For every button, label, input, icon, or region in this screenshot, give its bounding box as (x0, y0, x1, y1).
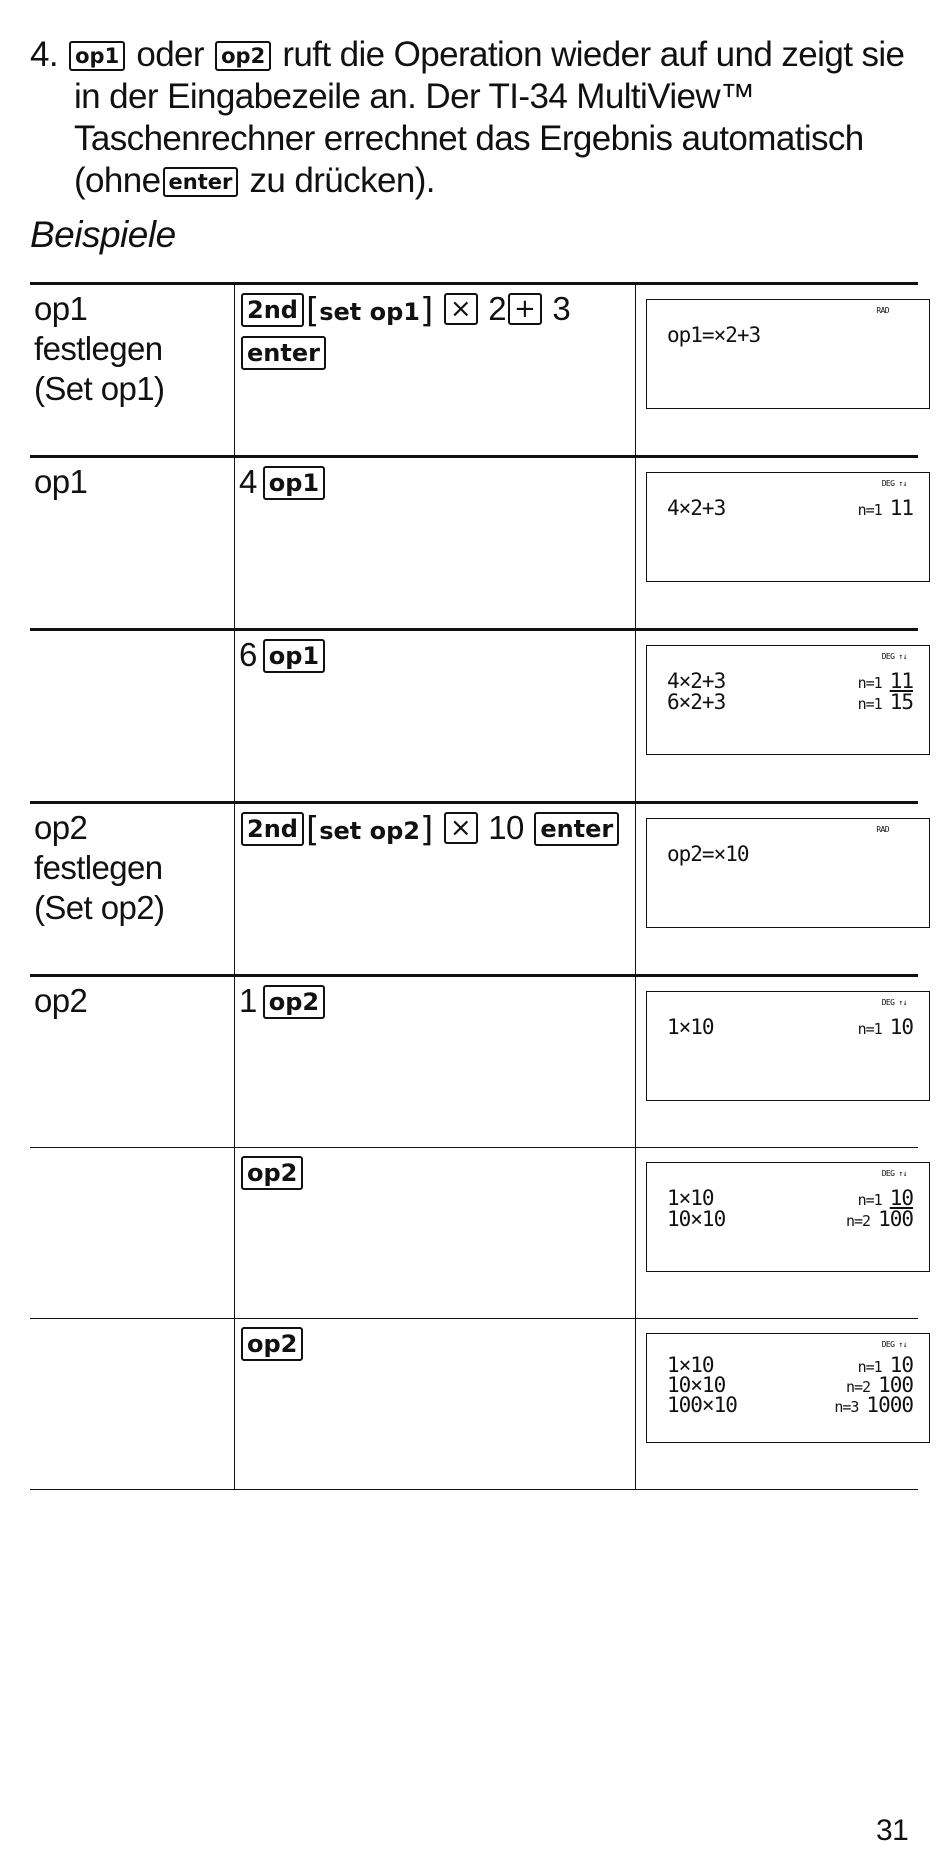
table-row (30, 284, 918, 457)
key-2nd: 2nd (241, 293, 304, 327)
calculator-screen (646, 1333, 930, 1443)
number-entry: 4 (239, 463, 257, 500)
calculator-screen (646, 299, 930, 409)
table-row (30, 976, 918, 1148)
op1-key: op1 (263, 639, 325, 673)
screen-line (667, 843, 913, 865)
calculator-screen (646, 991, 930, 1101)
intro-line-4-pre: (ohne (74, 161, 161, 200)
op2-key: op2 (241, 1156, 303, 1190)
keystroke-cell (235, 457, 636, 630)
calculator-screen (646, 645, 930, 755)
screen-line (667, 691, 913, 713)
plus-key: + (508, 293, 542, 325)
row-label-cell (30, 284, 235, 457)
screen-expression: 100×10 (667, 1393, 737, 1417)
key-2nd: 2nd (241, 812, 304, 846)
intro-line-1 (30, 34, 930, 76)
row-label-line: op1 (34, 290, 88, 327)
list-number: 4. (30, 35, 58, 74)
mode-indicator: DEG ↑↓ (881, 1169, 907, 1178)
row-label-line: op1 (34, 463, 88, 500)
enter-key: enter (241, 336, 326, 370)
table-row (30, 457, 918, 630)
op1-key: op1 (69, 41, 125, 71)
row-label-cell (30, 976, 235, 1148)
screen-result-value: 10 (889, 1015, 913, 1039)
screen-result-value: 100 (878, 1207, 913, 1231)
keystroke-cell (235, 976, 636, 1148)
screen-cell (636, 976, 919, 1148)
calculator-screen (646, 1162, 930, 1272)
screen-result-value: 10 (889, 1186, 913, 1210)
screen-line (667, 670, 913, 692)
screen-n-counter: n=1 (857, 1358, 882, 1376)
screen-cell (636, 284, 919, 457)
screen-line (667, 497, 913, 519)
keystroke-cell (235, 1148, 636, 1319)
row-label-cell (30, 457, 235, 630)
set-op-key: [set op2] (305, 810, 434, 850)
screen-n-counter: n=1 (857, 1020, 882, 1038)
screen-n-counter: n=3 (834, 1398, 859, 1416)
screen-line (667, 1016, 913, 1038)
mode-indicator: DEG ↑↓ (881, 479, 907, 488)
screen-cell (636, 1319, 919, 1490)
screen-result (846, 1208, 913, 1230)
screen-expression: 1×10 (667, 1353, 714, 1377)
table-row (30, 803, 918, 976)
mode-indicator: DEG ↑↓ (881, 652, 907, 661)
row-label-line: festlegen (34, 330, 163, 367)
page-number: 31 (876, 1814, 909, 1847)
mode-indicator: RAD (876, 306, 889, 315)
row-label-cell (30, 630, 235, 803)
enter-key: enter (163, 167, 239, 197)
screen-n-counter: n=2 (845, 1378, 871, 1396)
screen-cell (636, 630, 919, 803)
number-entry: 2 (488, 290, 506, 327)
screen-result (858, 497, 913, 519)
mode-indicator: DEG ↑↓ (881, 1340, 907, 1349)
intro-line-4 (30, 160, 930, 202)
row-label-cell (30, 1148, 235, 1319)
screen-result (858, 691, 913, 713)
screen-cell (636, 457, 919, 630)
screen-n-counter: n=1 (857, 501, 882, 519)
keystroke-cell (235, 1319, 636, 1490)
op2-key: op2 (263, 985, 325, 1019)
examples-table (30, 282, 918, 1490)
screen-result-value: 10 (889, 1353, 913, 1377)
multiply-key: × (444, 293, 478, 325)
intro-line-3: Taschenrechner errechnet das Ergebnis automatisch (74, 119, 864, 158)
mode-indicator: RAD (876, 825, 889, 834)
screen-result (858, 1187, 913, 1209)
screen-result-value: 11 (889, 669, 913, 693)
multiply-key: × (444, 812, 478, 844)
section-heading: Beispiele (30, 214, 176, 255)
screen-cell (636, 803, 919, 976)
screen-cell (636, 1148, 919, 1319)
screen-n-counter: n=2 (845, 1212, 871, 1230)
number-entry: 10 (488, 809, 524, 846)
screen-expression: 10×10 (667, 1373, 726, 1397)
op2-key: op2 (215, 41, 271, 71)
set-op-key-label: set op1 (319, 298, 420, 326)
screen-n-counter: n=1 (857, 695, 882, 713)
screen-line (667, 1208, 913, 1230)
intro-line-1-rest: ruft die Operation wieder auf und zeigt sie (282, 35, 905, 74)
row-label-line: op2 (34, 982, 88, 1019)
row-label-line: (Set op2) (34, 889, 165, 926)
screen-result (905, 324, 913, 346)
number-entry: 3 (552, 290, 571, 327)
row-label-cell (30, 1319, 235, 1490)
table-row (30, 630, 918, 803)
table-row (30, 1148, 918, 1319)
screen-result-value: 1000 (866, 1393, 913, 1417)
set-op-key-label: set op2 (319, 817, 420, 845)
row-label-cell (30, 803, 235, 976)
screen-line (667, 1187, 913, 1209)
screen-line (667, 324, 913, 346)
screen-line (667, 1394, 913, 1416)
screen-n-counter: n=1 (857, 674, 882, 692)
screen-result (905, 843, 913, 865)
screen-result-value: 11 (889, 496, 913, 520)
set-op-key: [set op1] (305, 291, 434, 331)
row-label-line: op2 (34, 809, 88, 846)
row-label-line: festlegen (34, 849, 163, 886)
screen-expression: op2=×10 (667, 842, 749, 866)
screen-expression: 4×2+3 (667, 496, 726, 520)
table-row (30, 1319, 918, 1490)
intro-line-4-post: zu drücken). (249, 161, 435, 200)
number-entry: 1 (239, 982, 257, 1019)
mode-indicator: DEG ↑↓ (881, 998, 907, 1007)
keystroke-cell (235, 803, 636, 976)
intro-line-2: in der Eingabezeile an. Der TI-34 MultiView™ (74, 77, 755, 116)
screen-n-counter: n=1 (857, 1191, 882, 1209)
screen-result (858, 670, 913, 692)
screen-expression: op1=×2+3 (667, 323, 761, 347)
enter-key: enter (534, 812, 619, 846)
calculator-screen (646, 472, 930, 582)
screen-result (834, 1394, 913, 1416)
keystroke-cell (235, 630, 636, 803)
op2-key: op2 (241, 1327, 303, 1361)
screen-result (858, 1016, 913, 1038)
row-label-line: (Set op1) (34, 370, 165, 407)
op1-key: op1 (263, 466, 325, 500)
screen-expression: 1×10 (667, 1015, 714, 1039)
intro-paragraph (30, 34, 930, 202)
number-entry: 6 (239, 636, 257, 673)
screen-expression: 4×2+3 (667, 669, 726, 693)
screen-expression: 6×2+3 (667, 690, 726, 714)
screen-expression: 10×10 (667, 1207, 726, 1231)
screen-result-value: 15 (889, 690, 913, 714)
screen-expression: 1×10 (667, 1186, 714, 1210)
calculator-screen (646, 818, 930, 928)
intro-oder: oder (136, 35, 204, 74)
keystroke-cell (235, 284, 636, 457)
screen-result-value: 100 (878, 1373, 913, 1397)
